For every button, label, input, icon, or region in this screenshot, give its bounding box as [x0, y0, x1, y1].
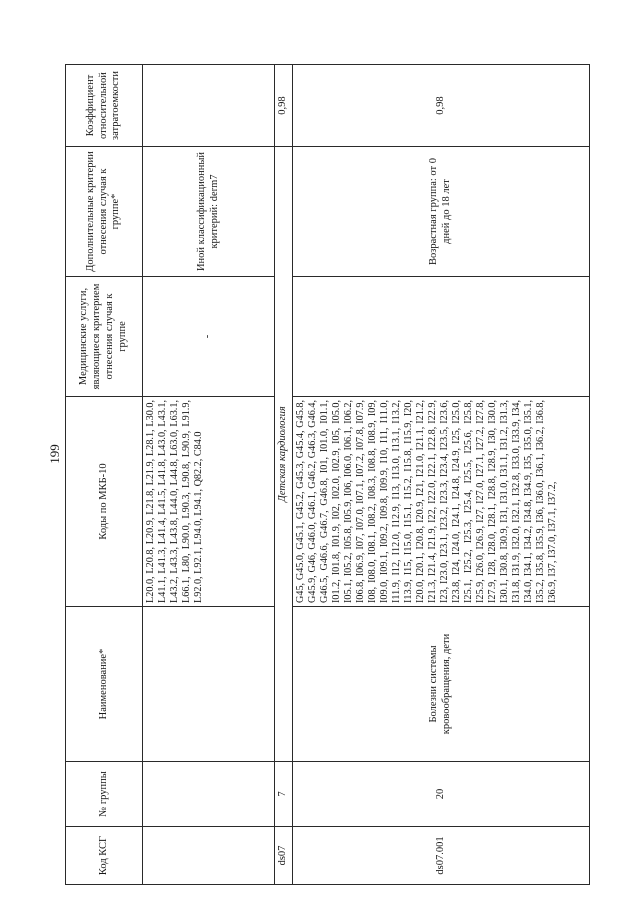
cont-name [143, 607, 275, 762]
ksg-table [65, 64, 590, 885]
rotated-table-container [65, 65, 590, 885]
continuation-row [143, 65, 275, 885]
main-name: Болезни системы кровообращения, дети [292, 607, 589, 762]
section-title: Детская кардиология [275, 147, 293, 762]
section-coef: 0,98 [275, 65, 293, 147]
cont-coef [143, 65, 275, 147]
cont-criteria: Иной классификационный критерий: derm7 [143, 147, 275, 277]
header-row [66, 65, 143, 885]
header-services: Медицинские услуги, являющиеся критерием отнесения случая к группе [66, 277, 143, 397]
main-group: 20 [292, 762, 589, 827]
main-coef: 0,98 [292, 65, 589, 147]
cont-code [143, 827, 275, 885]
cont-mkb-codes: L20.0, L20.8, L20.9, L21.8, L21.9, L28.1, L30.0, L41.1, L41.3, L41.4, L41.5, L41.8, L43.0, L43.1, L43.2, L43.3, L43.8, L44.0, L44.8, L63.0, L63.1, L66.1, L80, L90.0, L90.3, L90.8, L90.9, L91.9, L92.0, L92.1, L94.0, L94.1, Q82.2, C84.0 [143, 397, 275, 607]
main-criteria: Возрастная группа: от 0 дней до 18 лет [292, 147, 589, 277]
header-coef: Коэффициент относительной затратоемкости [66, 65, 143, 147]
header-criteria: Дополнительные критерии отнесения случая к группе* [66, 147, 143, 277]
header-group: № группы [66, 762, 143, 827]
page-number: 199 [47, 444, 62, 464]
main-mkb-codes: G45, G45.0, G45.1, G45.2, G45.3, G45.4, G45.8, G45.9, G46, G46.0, G46.1, G46.2, G46.3, G46.4, G46.5, G46.6, G46.7, G46.8, I01, I01.0, I01.1, I01.2, I01.8, I01.9, I02, I02.0, I02.9, I05, I05.0, I05.1, I05.2, I05.8, I05.9, I06, I06.0, I06.1, I06.2, I06.8, I06.9, I07, I07.0, I07.1, I07.2, I07.8, I07.9, I08, I08.0, I08.1, I08.2, I08.3, I08.8, I08.9, I09, I09.0, I09.1, I09.2, I09.8, I09.9, I10, I11, I11.0, I11.9, I12, I12.0, I12.9, I13, I13.0, I13.1, I13.2, I13.9, I15, I15.0, I15.1, I15.2, I15.8, I15.9, I20, I20.0, I20.1, I20.8, I20.9, I21, I21.0, I21.1, I21.2, I21.3, I21.4, I21.9, I22, I22.0, I22.1, I22.8, I22.9, I23, I23.0, I23.1, I23.2, I23.3, I23.4, I23.5, I23.6, I23.8, I24, I24.0, I24.1, I24.8, I24.9, I25, I25.0, I25.1, I25.2, I25.3, I25.4, I25.5, I25.6, I25.8, I25.9, I26.0, I26.9, I27, I27.0, I27.1, I27.2, I27.8, I27.9, I28, I28.0, I28.1, I28.8, I28.9, I30, I30.0, I30.1, I30.8, I30.9, I31, I31.0, I31.1, I31.2, I31.3, I31.8, I31.9, I32.0, I32.1, I32.8, I33.0, I33.9, I34, I34.0, I34.1, I34.2, I34.8, I34.9, I35, I35.0, I35.1, I35.2, I35.8, I35.9, I36, I36.0, I36.1, I36.2, I36.8, I36.9, I37, I37.0, I37.1, I37.2, [292, 397, 589, 607]
main-code: ds07.001 [292, 827, 589, 885]
header-name: Наименование* [66, 607, 143, 762]
header-code: Код КСГ [66, 827, 143, 885]
cont-group [143, 762, 275, 827]
main-row [292, 65, 589, 885]
cont-services: - [143, 277, 275, 397]
main-services [292, 277, 589, 397]
section-group: 7 [275, 762, 293, 827]
section-code: ds07 [275, 827, 293, 885]
section-row [275, 65, 293, 885]
header-mkb: Коды по МКБ-10 [66, 397, 143, 607]
